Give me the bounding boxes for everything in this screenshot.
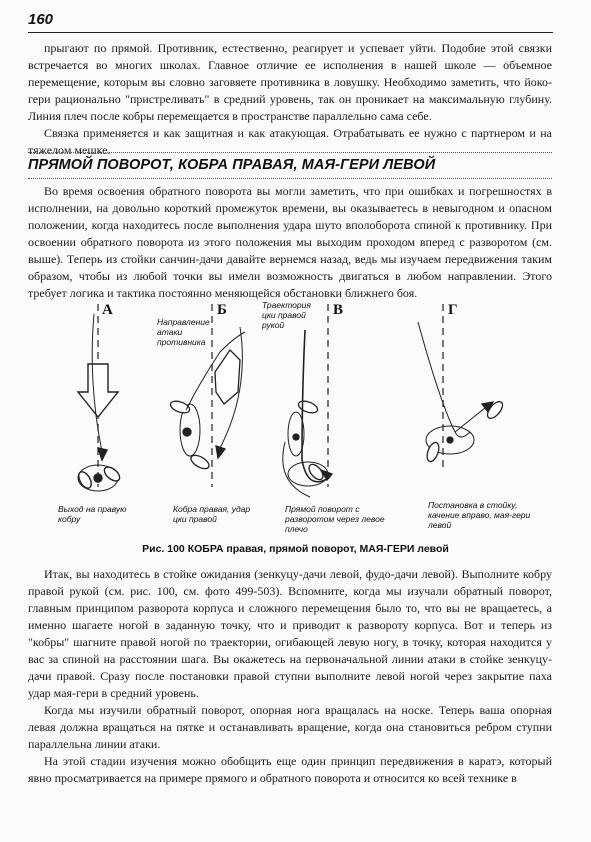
big-arrow-icon <box>78 364 118 417</box>
panel-letter-b: Б <box>217 302 227 318</box>
paragraph: прыгают по прямой. Противник, естественно, реагирует и успевает уйти. Подобие этой связки встречается во многих школах. Главное отличие ее исполнения в нашей школе — объемное перемещение, которым вы словно заговяете противника в ловушку. Необходимо заметить, что йоко-гери рационально "пристреливать" в средний уровень, так он проникает на максимальную глубину. Линия плеч после кобры перемещается в пространстве параллельно сама себе. <box>28 41 552 123</box>
section-heading: ПРЯМОЙ ПОВОРОТ, КОБРА ПРАВАЯ, МАЯ-ГЕРИ ЛЕВОЙ <box>28 157 436 173</box>
panel-caption-b: Кобра правая, удар цки правой <box>173 504 251 524</box>
paragraph: Во время освоения обратного поворота вы могли заметить, что при ошибках и погрешностях в исполнении, на довольно короткий промежуток времени, вы оказываетесь в невыгодном и опасном положении, когда находитесь после выполнения удара шуто вполоборота спиной к противнику. При освоении обратного поворота из этого положения мы выходим проходом вперед с разворотом (см. выше). Теперь из стойки санчин-дачи давайте вернемся назад, ведь мы изучаем передвижения таким образом, чтобы из любой точки вы имели возможность двигаться в любом направлении. Этого требует логика и тактика постоянно меняющейся обстановки ближнего боя. <box>28 184 552 300</box>
panel-caption-a: Выход на правую кобру <box>58 504 127 524</box>
page-number: 160 <box>28 11 54 28</box>
panel-letter-g: Г <box>448 302 458 318</box>
panel-c-drawing <box>283 330 332 497</box>
paragraph: Когда мы изучили обратный поворот, опорная нога вращалась на носке. Теперь ваша опорная левая должна вращаться на пятке и останавливать вращение, когда она становиться ребром ступни параллельна линии атаки. <box>28 703 552 751</box>
panel-a-drawing <box>76 314 122 491</box>
bottom-text-block <box>28 566 552 787</box>
paragraph: Итак, вы находитесь в стойке ожидания (зенкуцу-дачи левой, фудо-дачи левой). Выполните кобру правой рукой (см. рис. 100, см. фото 499-503). Вспомните, когда мы изучали обратный поворот, главным принципом разворота корпуса и сложного перемещения было то, что вы не вращаетесь, а именно шагаете ногой в заданную точку, что и приводит к развороту корпуса. Вот и теперь из "кобры" шагните правой ногой по траектории, огибающей левую ногу, в точку, которая находится у вас за спиной на расстоянии шага. Вы окажетесь на первоначальной линии атаки в стойке зенкуцу-дачи правой. Сразу после постановки правой ступни выполните левой ногой через закрытие паха удар мая-гери в средний уровень. <box>28 567 552 700</box>
section-rule-top <box>28 152 552 153</box>
figure-caption: Рис. 100 КОБРА правая, прямой поворот, МАЯ-ГЕРИ левой <box>142 543 449 555</box>
figure-100 <box>40 292 555 550</box>
trajectory-label: Траектория цки правой рукой <box>262 300 311 330</box>
section-text-block <box>28 183 552 302</box>
panel-caption-c: Прямой поворот с разворотом через левое плечо <box>285 504 385 534</box>
attack-arrow-icon <box>215 350 240 404</box>
header-rule <box>28 32 553 33</box>
section-rule-bottom <box>28 178 552 179</box>
panel-caption-g: Постановка в стойку, качение вправо, мая-гери левой <box>428 500 531 530</box>
paragraph: На этой стадии изучения можно обобщить еще один принцип передвижения в каратэ, который явно просматривается на примере прямого и обратного поворота и относится ко всей технике в <box>28 754 552 785</box>
paragraph: Связка применяется и как защитная и как атакующая. Отрабатывать ее нужно с партнером и на тяжелом мешке. <box>28 126 552 157</box>
panel-g-drawing <box>418 322 505 463</box>
attack-direction-label: Направление атаки противника <box>157 317 210 347</box>
panel-b-drawing <box>169 327 245 471</box>
top-text-block <box>28 40 552 159</box>
panel-letter-v: В <box>333 302 344 318</box>
panel-letter-a: А <box>102 302 113 318</box>
